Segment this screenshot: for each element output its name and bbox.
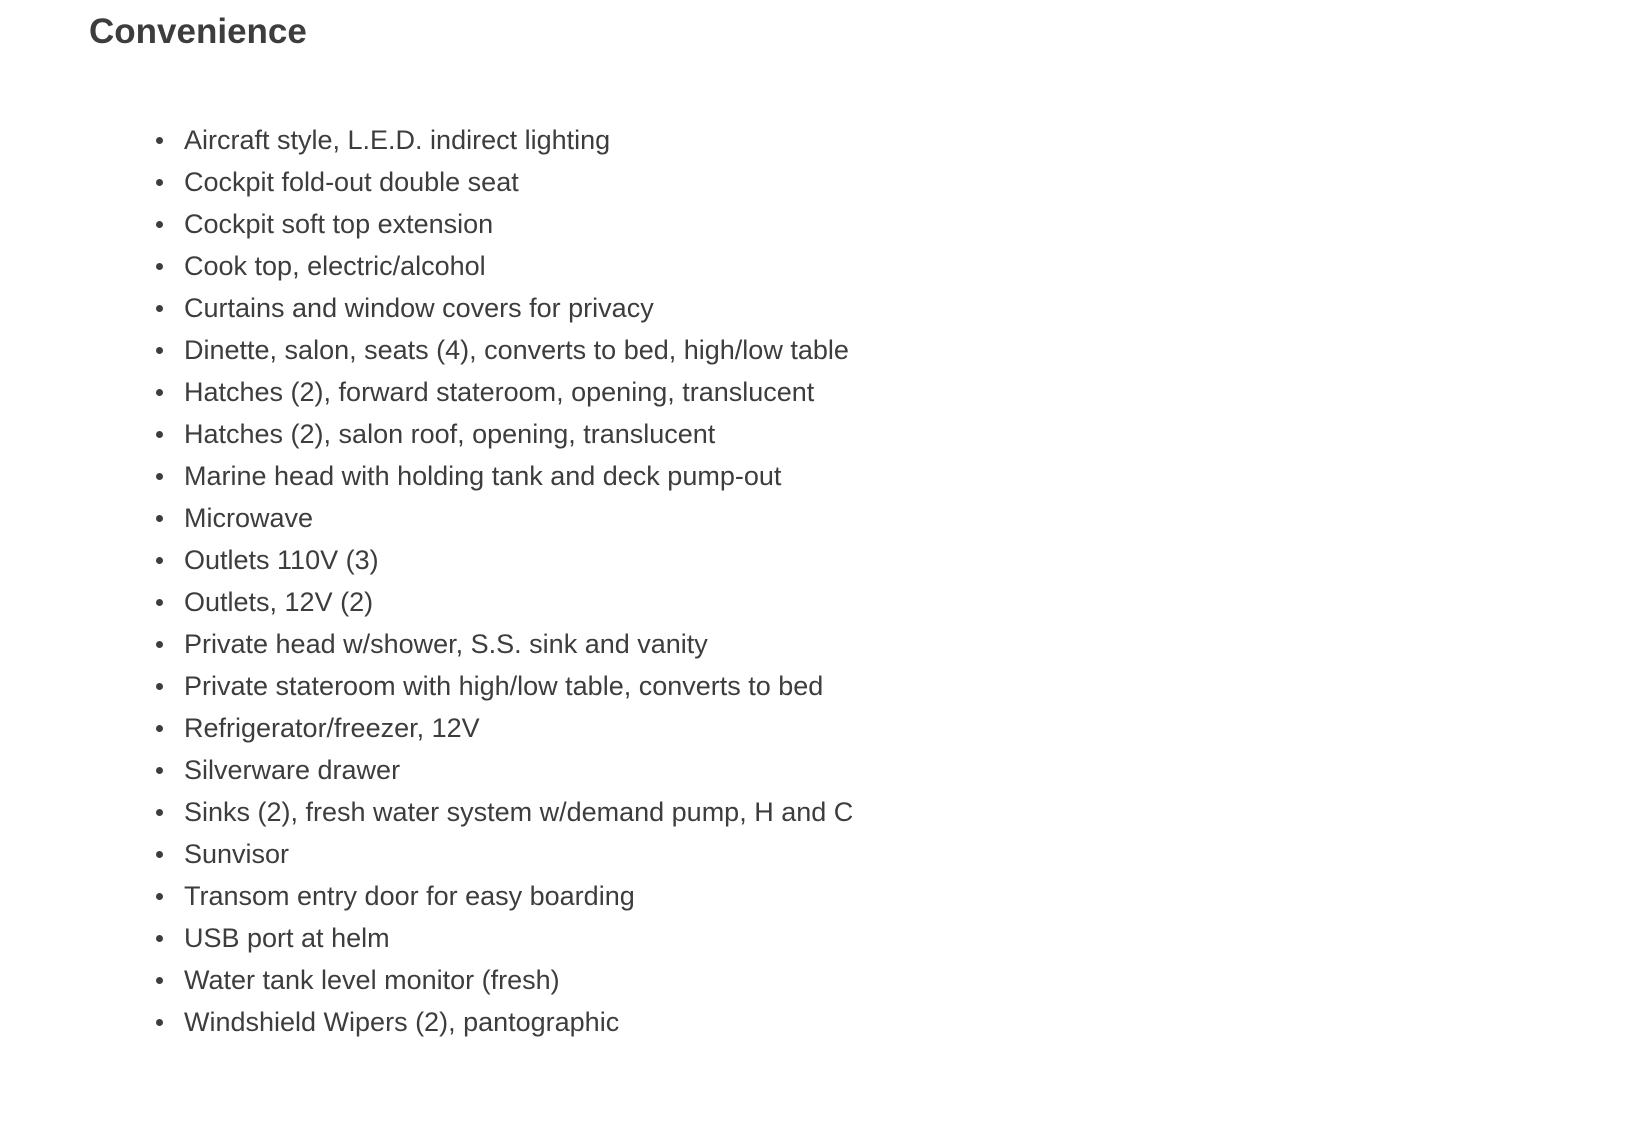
list-item (0, 581, 853, 623)
list-item (0, 413, 853, 455)
list-item (0, 749, 853, 791)
section-title: Convenience (89, 12, 307, 51)
list-item-label: Dinette, salon, seats (4), converts to bed, high/low table (184, 335, 849, 365)
bullet-icon (156, 305, 163, 312)
bullet-icon (156, 599, 163, 606)
bullet-icon (156, 935, 163, 942)
bullet-icon (156, 263, 163, 270)
list-item-label: Refrigerator/freezer, 12V (184, 713, 480, 743)
list-item (0, 497, 853, 539)
list-item (0, 245, 853, 287)
list-item-label: Windshield Wipers (2), pantographic (184, 1007, 620, 1037)
list-item-label: Hatches (2), salon roof, opening, translucent (184, 419, 716, 449)
bullet-icon (156, 473, 163, 480)
bullet-icon (156, 683, 163, 690)
list-item (0, 119, 853, 161)
bullet-icon (156, 515, 163, 522)
bullet-icon (156, 557, 163, 564)
list-item-label: Hatches (2), forward stateroom, opening, translucent (184, 377, 815, 407)
list-item (0, 203, 853, 245)
bullet-icon (156, 851, 163, 858)
list-item-label: Aircraft style, L.E.D. indirect lighting (184, 125, 611, 155)
list-item-label: Water tank level monitor (fresh) (184, 965, 560, 995)
list-item-label: Cockpit fold-out double seat (184, 167, 519, 197)
list-item (0, 539, 853, 581)
list-item-label: Sinks (2), fresh water system w/demand pump, H and C (184, 797, 854, 827)
list-item (0, 959, 853, 1001)
bullet-icon (156, 1019, 163, 1026)
bullet-icon (156, 641, 163, 648)
list-item-label: Private stateroom with high/low table, converts to bed (184, 671, 824, 701)
list-item-label: Silverware drawer (184, 755, 401, 785)
list-item-label: Cook top, electric/alcohol (184, 251, 486, 281)
list-item-label: USB port at helm (184, 923, 390, 953)
list-item-label: Cockpit soft top extension (184, 209, 494, 239)
bullet-icon (156, 137, 163, 144)
list-item (0, 707, 853, 749)
bullet-icon (156, 977, 163, 984)
list-item (0, 1001, 853, 1043)
list-item (0, 875, 853, 917)
list-item (0, 161, 853, 203)
list-item-label: Sunvisor (184, 839, 290, 869)
bullet-icon (156, 389, 163, 396)
bullet-icon (156, 725, 163, 732)
list-item (0, 917, 853, 959)
list-item-label: Outlets 110V (3) (184, 545, 379, 575)
list-item (0, 623, 853, 665)
bullet-icon (156, 179, 163, 186)
list-item-label: Private head w/shower, S.S. sink and vanity (184, 629, 708, 659)
list-item (0, 833, 853, 875)
list-item-label: Curtains and window covers for privacy (184, 293, 654, 323)
bullet-icon (156, 767, 163, 774)
list-item (0, 287, 853, 329)
bullet-icon (156, 347, 163, 354)
list-item (0, 455, 853, 497)
list-item (0, 329, 853, 371)
bullet-icon (156, 431, 163, 438)
feature-list (0, 119, 853, 1043)
list-item (0, 791, 853, 833)
bullet-icon (156, 809, 163, 816)
list-item-label: Outlets, 12V (2) (184, 587, 374, 617)
bullet-icon (156, 893, 163, 900)
list-item (0, 371, 853, 413)
list-item-label: Microwave (184, 503, 314, 533)
bullet-icon (156, 221, 163, 228)
list-item-label: Transom entry door for easy boarding (184, 881, 635, 911)
list-item (0, 665, 853, 707)
list-item-label: Marine head with holding tank and deck pump-out (184, 461, 782, 491)
